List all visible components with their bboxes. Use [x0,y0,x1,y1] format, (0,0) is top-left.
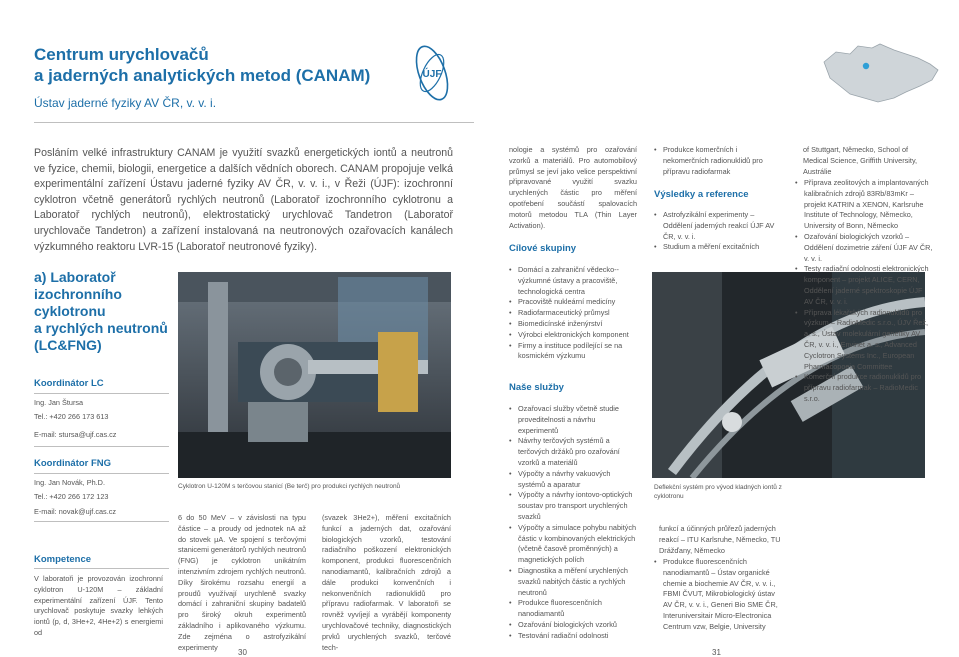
list-item: • Astrofyzikální experimenty – Oddělení jaderných reakcí ÚJF AV ČR, v. v. i. [654,210,782,242]
section-heading-line: (LC&FNG) [34,337,102,353]
list-item: • Návrhy terčových systémů a terčových držáků pro ozařování vzorků a materiálů [509,436,637,468]
column-5-bottom-list [654,557,783,633]
vysledky-list [654,210,782,253]
list-item: • Produkce fluorescenčních nanodiamantů [509,598,637,620]
divider [34,473,169,474]
list-item: • Ozařování biologických vzorků [509,620,637,631]
list-item: • Pracoviště nukleární medicíny [509,297,637,308]
svg-text:ÚJF: ÚJF [422,69,442,80]
coordinator-fng-heading: Koordinátor FNG [34,458,112,469]
coordinator-name: Ing. Jan Štursa [34,398,84,407]
column-5-bottom-text: funkcí a účinných průřezů jaderných reakcí – ITU Karlsruhe, Německo, TU Drážďany, Německo [659,524,781,555]
list-item: • Ozařovací služby včetně studie proveditelnosti a návrhu experimentů [509,404,637,436]
list-item: • Domácí a zahraniční vědecko--výzkumné ústavy a pracoviště, technologická centra [509,265,637,297]
list-item: • Testy radiační odolnosti elektronických komponent – projekt ALICE, CERN, Oddělení jaderné spektroskopie ÚJF AV ČR, v. v. i. [795,264,933,307]
nase-sluzby-heading: Naše služby [509,382,564,393]
intro-paragraph: Posláním velké infrastruktury CANAM je využití svazků energetických iontů a neutronů ve fyzice, chemii, biologii, energetice a dalších vědních oborech. CANAM propojuje velká experimentální zařízení Ústavu jaderné fyziky AV ČR, v. v. i., v Řeži (ÚJF): izochronní cyklotron včetně generátorů rychlých neutronů (Laboratoř izochronního cyklotronu a Laboratoř rychlých neutronů), elektrostatický urychlovač Tandetron (Laboratoř urychlovače Tandetron) a zařízení instalovaná na neutronových ozařovacích kanálech výzkumného reaktoru LVR-15 (Laboratoř neutronové fyziky). [34,147,453,253]
list-item: • Produkce fluorescenčních nanodiamantů – Ústav organické chemie a biochemie AV ČR, v. v. i., FBMI ČVUT, Mikrobiologický ústav AV ČR, v. v. i., Generi Bio SME ČR, Interuniversitair Micro-Electronica Centrum vzw, Belgie, University [654,557,783,633]
section-heading-line: izochronního [34,286,122,302]
section-heading-line: a) Laboratoř [34,269,116,285]
list-item: • Příprava lékařských radionuklidů pro výzkum – RadioMedic s.r.o., ÚJV Řež, a. s., Ústav molekulární genetiky AV ČR, v. v. i., Envinet a. s., Advanced Cyclotron Systems Inc., European Pharmacopoeia Committee [795,308,933,373]
coordinator-email: E-mail: novak@ujf.cas.cz [34,507,117,516]
list-item: • Výrobci elektronických komponent [509,330,637,341]
page-title [34,44,370,86]
coordinator-email: E-mail: stursa@ujf.cas.cz [34,430,117,439]
coordinator-lc-contact [34,397,116,440]
list-item: • Produkce komerčních i nekomerčních radionuklidů pro přípravu radiofarmak [654,145,782,177]
section-heading-line: a rychlých neutronů [34,320,168,336]
coordinator-tel: Tel.: +420 266 172 123 [34,492,109,501]
divider [34,393,169,394]
column-6-intro: of Stuttgart, Německo, School of Medical Science, Griffith University, Austrálie [803,145,918,176]
vysledky-heading: Výsledky a reference [654,189,749,200]
header-divider [34,122,474,123]
nase-sluzby-list [509,404,637,642]
divider [34,446,169,447]
coordinator-name: Ing. Jan Novák, Ph.D. [34,478,105,487]
section-heading-line: cyklotronu [34,303,106,319]
title-line-1: Centrum urychlovačů [34,45,209,64]
list-item: • Studium a měření excitačních [654,242,782,253]
czech-republic-map [820,40,942,106]
kompetence-text: V laboratoři je provozován izochronní cyklotron U-120M – základní experimentální zařízení ÚJF. Tento urychlovač poskytuje svazky lehkých iontů (p, d, 3He+2, 4He+2) s energiemi od [34,574,163,637]
coordinator-tel: Tel.: +420 266 173 613 [34,412,109,421]
body-column-4-intro: nologie a systémů pro ozařování vzorků a materiálů. Pro automobilový průmysl se jeví jako velice perspektivní připravované využití svazku urychlených částic pro měření opotřebení součástí spalovacích motorů metodou TLA (Thin Layer Activation). [509,145,637,230]
deflection-photo-caption: Deflekční systém pro vývod kladných iontů z cyklotronu [654,484,782,500]
page-number-left: 30 [238,648,247,657]
page-number-right: 31 [712,648,721,657]
coordinator-lc-heading: Koordinátor LC [34,378,104,389]
list-item: • Výpočty a simulace pohybu nabitých částic v kombinovaných elektrických (včetně časově proměnných) a magnetických polích [509,523,637,566]
list-item: • Výpočty a návrhy vakuových systémů a aparatur [509,469,637,491]
cyclotron-photo-caption: Cyklotron U-120M s terčovou stanicí (Be terč) pro produkci rychlých neutronů [178,483,401,490]
ujf-logo [412,40,452,106]
list-item: • Ozařování biologických vzorků – Oddělení dozimetrie záření ÚJF AV ČR, v. v. i. [795,232,933,264]
list-item: • Výpočty a návrhy iontovo-optických soustav pro transport urychlených svazků [509,490,637,522]
list-item: • Firmy a instituce podílející se na kosmickém výzkumu [509,341,637,363]
section-heading-lc-fng [34,269,174,354]
column-5-top-list [654,145,782,177]
list-item: • Příprava zeolitových a implantovaných kalibračních zdrojů 83Rb/83mKr – projekt KATRIN a XENON, Karlsruhe Institute of Technology, Německo, University of Bonn, Německo [795,178,933,232]
list-item: • Biomedicínské inženýrství [509,319,637,330]
column-6-list [795,178,933,405]
divider [34,568,169,569]
coordinator-fng-contact [34,477,116,517]
kompetence-heading: Kompetence [34,554,92,565]
list-item: • Diagnostika a měření urychlených svazků nabitých částic a rychlých neutronů [509,566,637,598]
body-column-2: 6 do 50 MeV – v závislosti na typu částice – a proudy od jednotek nA až do stovek μA. Ve spojení s terčovými stanicemi generátorů rychlých neutronů (FNG) je cyklotron unikátním intenzivním zdrojem rychlých neutronů. Díky širokému rozsahu energií a proudů využívají urychleně svazky domácí i zahraniční skupiny badatelů pro široký okruh experimentů základního i aplikovaného výzkumu. Zde zejména o astrofyzikální experimenty [178,513,306,652]
list-item: • Radiofarmaceutický průmysl [509,308,637,319]
divider [34,521,169,522]
title-line-2: a jaderných analytických metod (CANAM) [34,66,371,85]
list-item: • Komerční produkce radionuklidů pro přípravu radiofarmak – RadioMedic s.r.o. [795,372,933,404]
cyclotron-photo [178,272,451,478]
body-column-3: (svazek 3He2+), měření excitačních funkcí a jaderných dat, ozařování biologických vzorků, testování radiačního poškození elektronických komponent, produkci fluorescenčních nanodiamantů, kalibračních zdrojů a dále produkci konvenčních i nekonvenčních radionuklidů pro přípravu radiofarmak. V laboratoři se rovněž vyvíjejí a vyrábějí komponenty urychlovačové techniky, diagnostických prvků urychlených svazků, terčové tech- [322,513,451,652]
list-item: • Testování radiační odolnosti [509,631,637,642]
cilove-skupiny-list [509,265,637,362]
page-subtitle: Ústav jaderné fyziky AV ČR, v. v. i. [34,96,217,110]
cilove-skupiny-heading: Cílové skupiny [509,243,577,254]
